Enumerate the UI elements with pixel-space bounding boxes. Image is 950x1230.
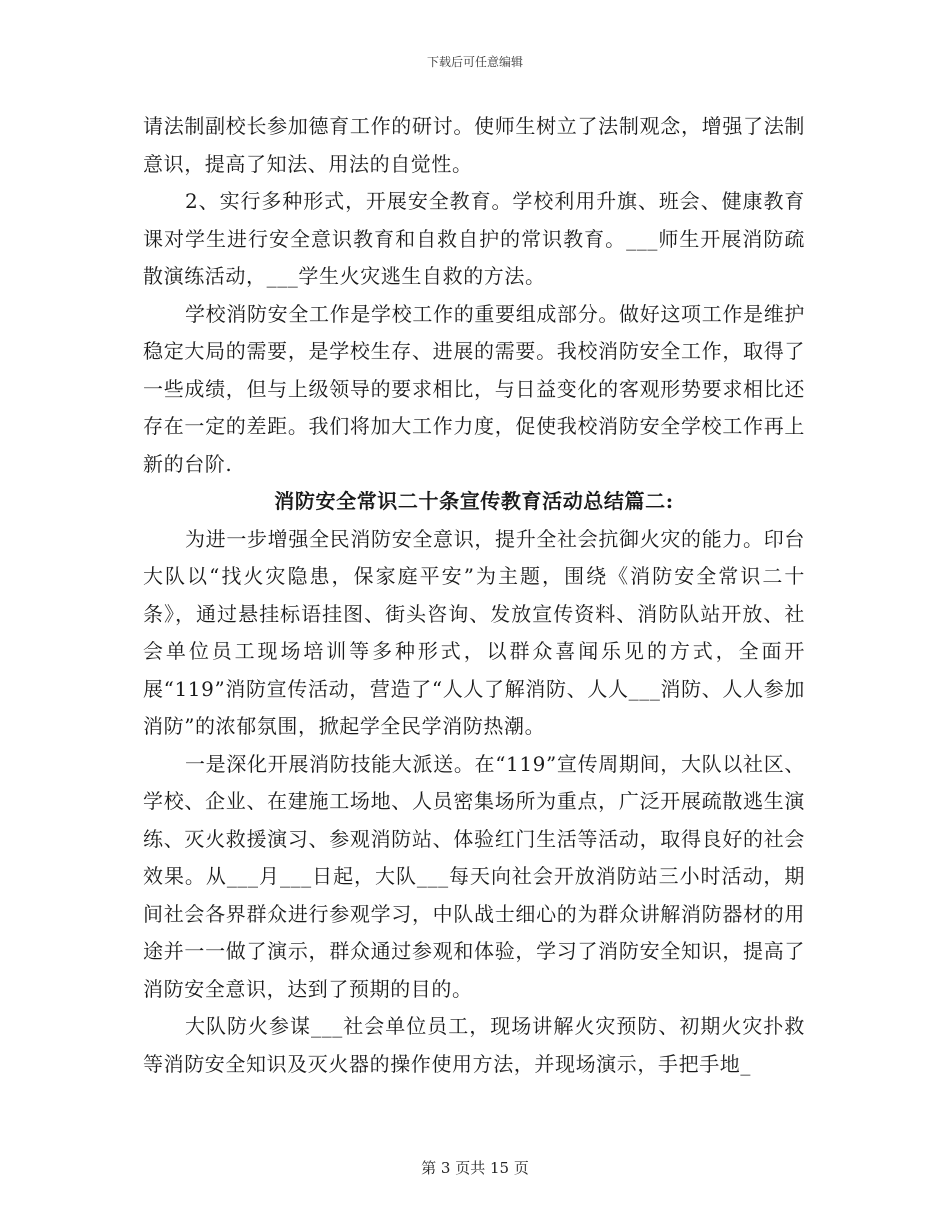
section-heading: 消防安全常识二十条宣传教育活动总结篇二: xyxy=(274,489,674,513)
paragraph-5: 一是深化开展消防技能大派送。在“119”宣传周期间，大队以社区、学校、企业、在建施工场地、人员密集场所为重点，广泛开展疏散逃生演练、灭火救援演习、参观消防站、体验红门生活等活动，取得良好的社会效果。从___月___日起，大队___每天向社会开放消防站三小时活动，期间社会各界群众进行参观学习，中队战士细心的为群众讲解消防器材的用途并一一做了演示，群众通过参观和体验，学习了消防安全知识，提高了消防安全意识，达到了预期的目的。 xyxy=(143,751,805,1001)
paragraph-4: 为进一步增强全民消防安全意识，提升全社会抗御火灾的能力。印台大队以“找火灾隐患，保家庭平安”为主题，围绕《消防安全常识二十条》，通过悬挂标语挂图、街头咨询、发放宣传资料、消防队站开放、社会单位员工现场培训等多种形式，以群众喜闻乐见的方式，全面开展“119”消防宣传活动，营造了“人人了解消防、人人___消防、人人参加消防”的浓郁氛围，掀起学全民学消防热潮。 xyxy=(143,526,805,738)
paragraph-6: 大队防火参谋___社会单位员工，现场讲解火灾预防、初期火灾扑救等消防安全知识及灭火器的操作使用方法，并现场演示，手把手地_ xyxy=(143,1014,805,1076)
paragraph-2: 2、实行多种形式，开展安全教育。学校利用升旗、班会、健康教育课对学生进行安全意识教育和自救自护的常识教育。___师生开展消防疏散演练活动，___学生火灾逃生自救的方法。 xyxy=(143,189,805,288)
page-header: 下载后可任意编辑 xyxy=(426,55,523,69)
page-footer: 第 3 页共 15 页 xyxy=(421,1159,529,1177)
paragraph-1: 请法制副校长参加德育工作的研讨。使师生树立了法制观念，增强了法制意识，提高了知法、用法的自觉性。 xyxy=(143,114,805,176)
document-body xyxy=(143,108,805,1083)
paragraph-3: 学校消防安全工作是学校工作的重要组成部分。做好这项工作是维护稳定大局的需要，是学校生存、进展的需要。我校消防安全工作，取得了一些成绩，但与上级领导的要求相比，与日益变化的客观形势要求相比还存在一定的差距。我们将加大工作力度，促使我校消防安全学校工作再上新的台阶. xyxy=(143,301,805,476)
